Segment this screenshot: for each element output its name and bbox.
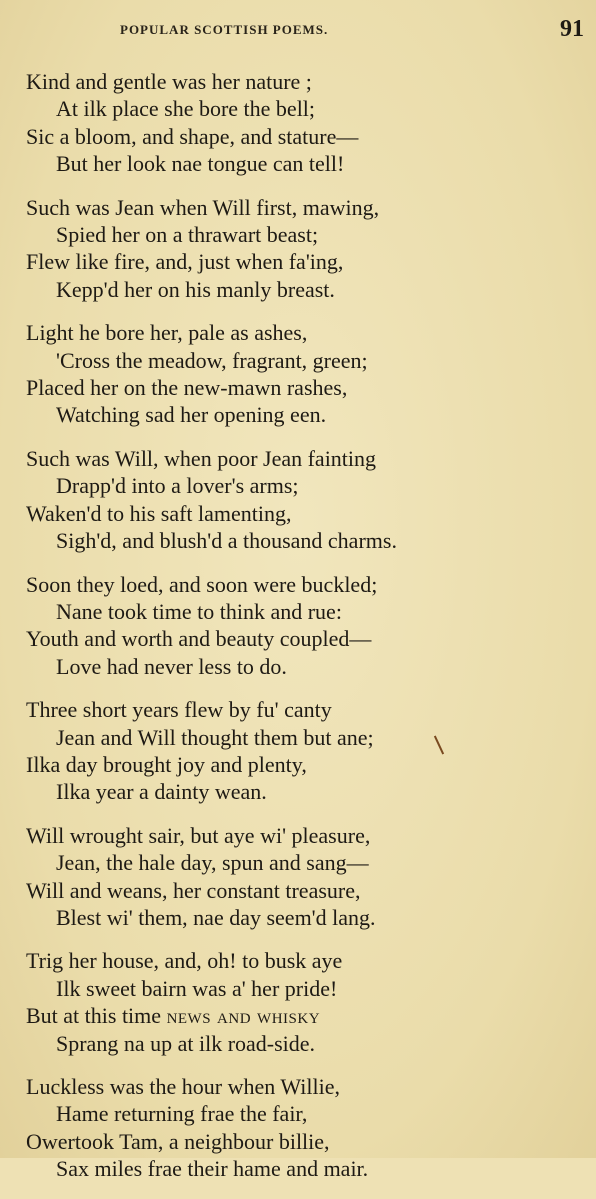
stanza: [26, 319, 586, 429]
stanza: [26, 1073, 586, 1183]
poem-line: Will and weans, her constant treasure,: [26, 877, 361, 903]
poem-line: [26, 1002, 586, 1029]
poem-line: Sigh'd, and blush'd a thousand charms.: [56, 528, 397, 554]
poem-line: Placed her on the new-mawn rashes,: [26, 375, 348, 401]
poem-line: Youth and worth and beauty coupled—: [26, 626, 372, 652]
stanza: [26, 696, 586, 806]
poem-line: Jean and Will thought them but ane;: [56, 724, 374, 750]
poem-body: [26, 68, 586, 1199]
poem-line: Owertook Tam, a neighbour billie,: [26, 1128, 330, 1154]
stanza: [26, 68, 586, 178]
poem-line: 'Cross the meadow, fragrant, green;: [56, 347, 368, 373]
poem-line: Ilka year a dainty wean.: [56, 779, 267, 805]
poem-line: Drapp'd into a lover's arms;: [56, 473, 299, 499]
poem-line: Ilka day brought joy and plenty,: [26, 751, 307, 777]
poem-line: Kepp'd her on his manly breast.: [56, 276, 335, 302]
poem-line: Sprang na up at ilk road-side.: [56, 1030, 316, 1056]
poem-line: Sax miles frae their hame and mair.: [56, 1156, 369, 1182]
poem-line: At ilk place she bore the bell;: [56, 96, 316, 122]
stanza: [26, 947, 586, 1057]
poem-line: Hame returning frae the fair,: [56, 1101, 308, 1127]
poem-line: Nane took time to think and rue:: [56, 598, 342, 624]
page-number: 91: [560, 16, 584, 42]
poem-line: Jean, the hale day, spun and sang—: [56, 850, 369, 876]
stanza: [26, 194, 586, 304]
poem-line: Flew like fire, and, just when fa'ing,: [26, 249, 344, 275]
poem-line: Soon they loed, and soon were buckled;: [26, 571, 378, 597]
small-caps-phrase: news and whisky: [166, 1003, 321, 1029]
running-head: [0, 16, 596, 42]
poem-line: Spied her on a thrawart beast;: [56, 222, 319, 248]
poem-line: Waken'd to his saft lamenting,: [26, 500, 292, 526]
poem-line: Light he bore her, pale as ashes,: [26, 320, 308, 346]
stanza: [26, 571, 586, 681]
poem-line: Ilk sweet bairn was a' her pride!: [56, 975, 338, 1001]
poem-line: Such was Will, when poor Jean fainting: [26, 445, 377, 471]
poem-line: Kind and gentle was her nature ;: [26, 69, 312, 94]
poem-line: Blest wi' them, nae day seem'd lang.: [56, 904, 376, 930]
poem-line: But her look nae tongue can tell!: [56, 151, 345, 177]
poem-line: Love had never less to do.: [56, 653, 287, 679]
poem-line: Luckless was the hour when Willie,: [26, 1074, 340, 1099]
stanza: [26, 445, 586, 555]
poem-line: Three short years flew by fu' canty: [26, 697, 332, 723]
poem-line: Such was Jean when Will first, mawing,: [26, 194, 380, 220]
poem-line-text: But at this time: [26, 1003, 162, 1029]
poem-line: Sic a bloom, and shape, and stature—: [26, 123, 359, 149]
stanza: [26, 822, 586, 932]
poem-line: Watching sad her opening een.: [56, 402, 327, 428]
poem-line: Trig her house, and, oh! to busk aye: [26, 948, 343, 974]
poem-line: Will wrought sair, but aye wi' pleasure,: [26, 822, 371, 848]
running-head-title: POPULAR SCOTTISH POEMS.: [120, 22, 329, 37]
